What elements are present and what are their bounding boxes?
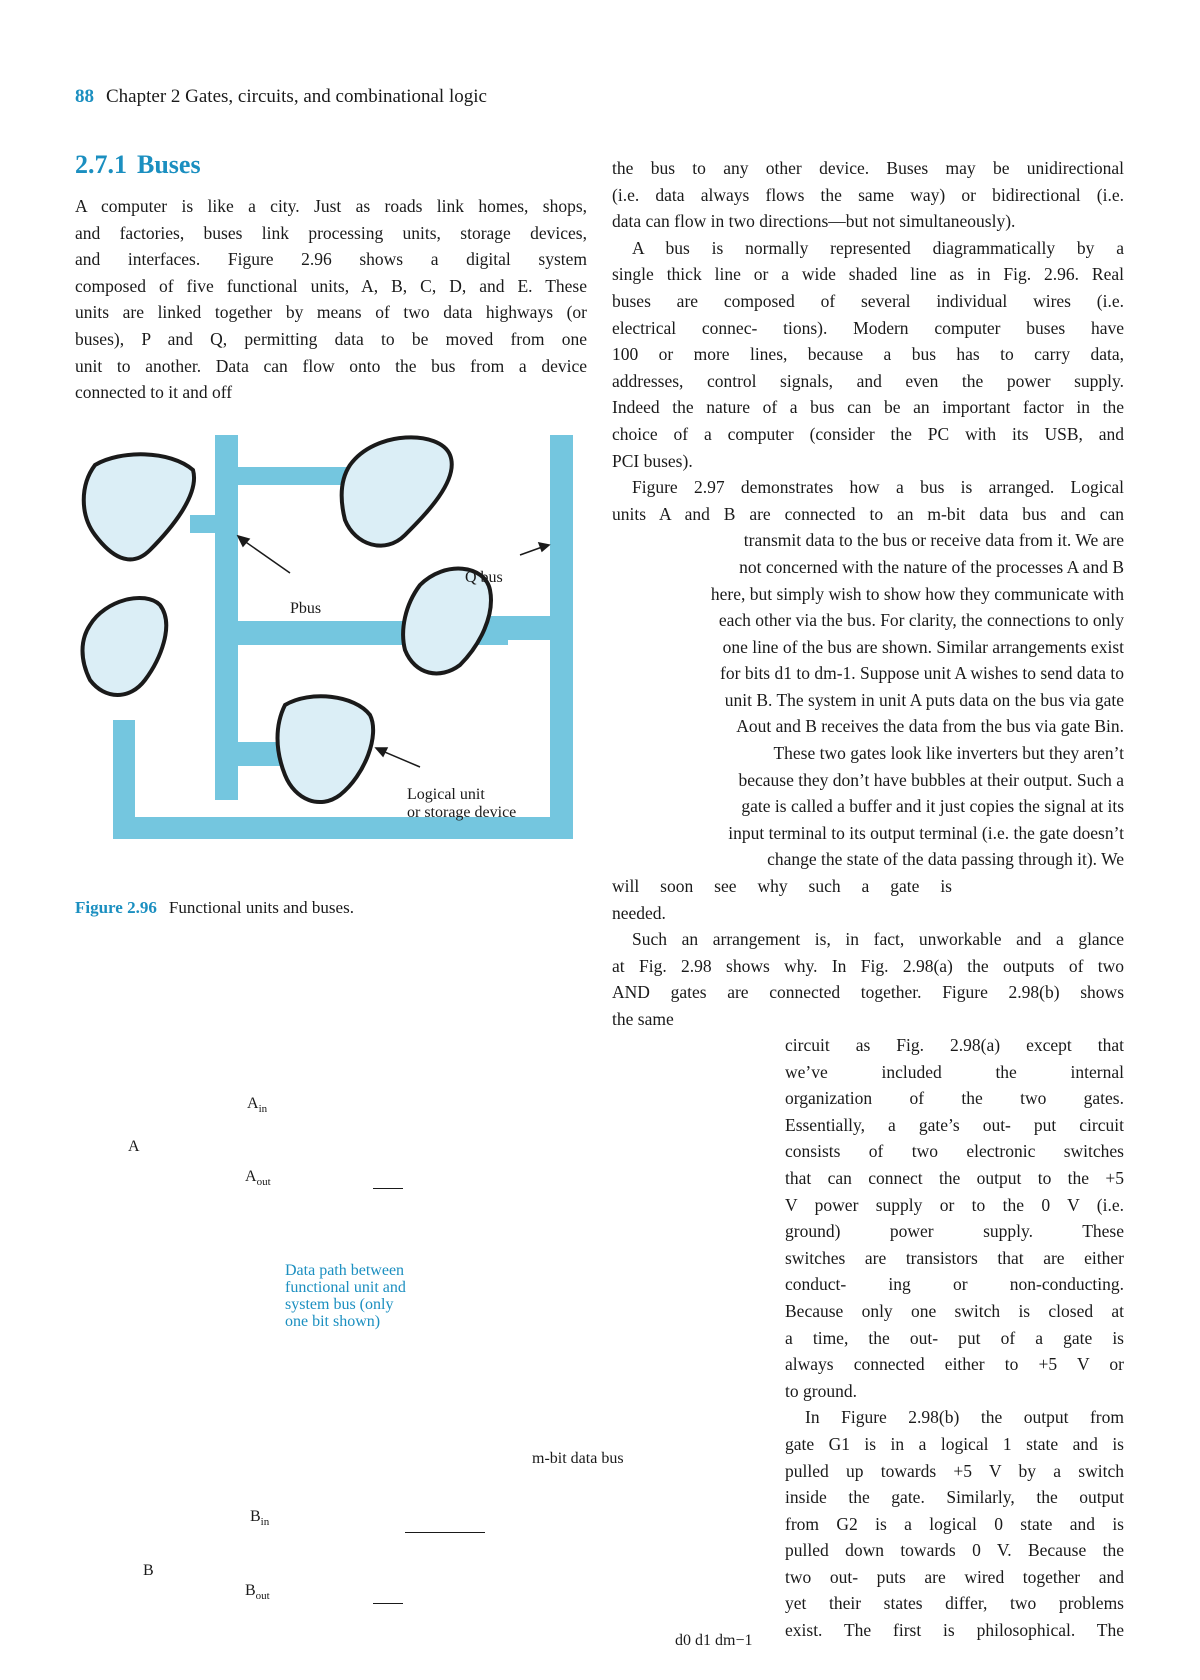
running-title: Chapter 2 Gates, circuits, and combinational logic	[106, 86, 487, 107]
page-number: 88	[75, 86, 94, 107]
text-line: organization of the two gates.	[785, 1088, 1124, 1109]
text-line: circuit as Fig. 2.98(a) except that	[785, 1035, 1124, 1055]
a-out-line	[373, 1188, 403, 1189]
text-line: PCI buses).	[612, 450, 693, 471]
running-header	[75, 86, 487, 108]
text-line: Essentially, a gate’s out- put circuit	[785, 1114, 1124, 1135]
text-line: one line of the bus are shown. Similar arrangements exist	[722, 636, 1124, 657]
text-line: transmit data to the bus or receive data from it. We are	[743, 530, 1124, 551]
a-in-label: $A_{in}$	[247, 1095, 268, 1116]
text-line: pulled up towards +5 V by a switch	[785, 1460, 1124, 1481]
text-line: a time, the out- put of a gate is	[785, 1327, 1124, 1348]
functional-units	[83, 437, 491, 802]
text-line: unit B. The system in unit A puts data on the bus via gate	[724, 689, 1124, 710]
text-line: V power supply or to the 0 V (i.e.	[785, 1194, 1124, 1215]
q-bus-arrowhead	[539, 543, 549, 551]
text-line: Aout and B receives the data from the bus via gate Bin.	[736, 716, 1124, 737]
text-line: data can flow in two directions—but not simultaneously).	[612, 211, 1016, 232]
logical-unit-label-line2: or storage device	[407, 804, 517, 821]
text-line: Because only one switch is closed at	[785, 1300, 1124, 1321]
text-line: ground) power supply. These	[785, 1221, 1124, 1242]
text-line: will soon see why such a gate is	[612, 876, 952, 897]
text-line: we’ve included the internal	[785, 1061, 1124, 1082]
text-line: AND gates are connected together. Figure 2.98(b) shows	[612, 982, 1124, 1003]
text-line: inside the gate. Similarly, the output	[785, 1487, 1124, 1508]
b-out-line	[373, 1603, 403, 1604]
unit-b-label: B	[143, 1562, 154, 1579]
text-line: exist. The first is philosophical. The	[785, 1620, 1124, 1641]
unit-a-label: A	[128, 1138, 140, 1155]
text-line: that can connect the output to the +5	[785, 1167, 1124, 1188]
text-line: at Fig. 2.98 shows why. In Fig. 2.98(a) the outputs of two	[612, 955, 1124, 976]
text-line: A computer is like a city. Just as roads link homes, shops,	[75, 196, 587, 216]
logical-unit-arrowhead	[376, 748, 387, 756]
text-line: choice of a computer (consider the PC with its USB, and	[612, 423, 1124, 444]
q-bus-vertical	[550, 435, 573, 835]
text-line: gate is called a buffer and it just copies the signal at its	[741, 796, 1124, 817]
text-line: These two gates look like inverters but they aren’t	[773, 743, 1124, 764]
text-line: yet their states differ, two problems	[785, 1593, 1124, 1614]
text-line: pulled down towards 0 V. Because the	[785, 1540, 1124, 1561]
text-line: and interfaces. Figure 2.96 shows a digital system	[75, 249, 587, 270]
q-bus-label: Q bus	[465, 569, 503, 586]
text-line: unit to another. Data can flow onto the bus from a device	[75, 355, 587, 376]
unit-bottom	[278, 696, 374, 802]
caption-text: Functional units and buses.	[168, 898, 354, 917]
figure-label: Figure 2.96	[75, 898, 157, 917]
unit-top-center	[342, 437, 452, 545]
a-out-label: $A_{out}$	[245, 1168, 271, 1189]
text-line: change the state of the data passing through it). We	[767, 849, 1124, 870]
text-line: gate G1 is in a logical 1 state and is	[785, 1433, 1124, 1454]
figure-2-96-caption	[75, 896, 395, 919]
text-line: Figure 2.97 demonstrates how a bus is arranged. Logical	[632, 477, 1124, 498]
left-paragraph	[75, 193, 587, 406]
text-line: conduct- ing or non-conducting.	[785, 1274, 1124, 1295]
text-line: from G2 is a logical 0 state and is	[785, 1513, 1124, 1534]
text-line: here, but simply wish to show how they communicate with	[710, 583, 1124, 604]
right-column-lower	[785, 1032, 1124, 1644]
logical-unit-arrow	[380, 750, 420, 767]
text-line: each other via the bus. For clarity, the connections to only	[718, 610, 1124, 631]
logical-unit-label-line1: Logical unit	[407, 786, 485, 803]
text-line: 100 or more lines, because a bus has to carry data,	[612, 344, 1124, 365]
text-line: units are linked together by means of two data highways (or	[75, 302, 587, 323]
text-line: not concerned with the nature of the processes A and B	[739, 556, 1124, 577]
text-line: connected to it and off	[75, 382, 233, 403]
unit-left-top	[84, 454, 194, 559]
text-line: needed.	[612, 902, 666, 923]
text-line: switches are transistors that are either	[785, 1247, 1124, 1268]
p-bus-arrow	[240, 538, 290, 573]
text-line: addresses, control signals, and even the power supply.	[612, 370, 1124, 391]
unit-left-bottom	[83, 598, 167, 695]
text-line: the bus to any other device. Buses may be unidirectional	[612, 158, 1124, 178]
text-line: units A and B are connected to an m-bit data bus and can	[612, 503, 1124, 524]
p-bus-label: Pbus	[290, 600, 322, 617]
text-line: and factories, buses link processing units, storage devices,	[75, 222, 587, 243]
p-bus-arrowhead	[238, 536, 249, 546]
text-line: In Figure 2.98(b) the output from	[805, 1407, 1124, 1428]
text-line: two out- puts are wired together and	[785, 1566, 1124, 1587]
data-bus-label: m-bit data bus	[532, 1450, 624, 1467]
right-column-upper	[612, 155, 1124, 1033]
b-out-label: $B_{out}$	[245, 1582, 270, 1603]
b-in-label: $B_{in}$	[250, 1508, 270, 1529]
text-line: buses are composed of several individual wires (i.e.	[612, 290, 1124, 311]
b-in-line	[405, 1532, 485, 1533]
text-line: single thick line or a wide shaded line as in Fig. 2.96. Real	[612, 264, 1124, 285]
text-line: Such an arrangement is, in fact, unworkable and a glance	[632, 929, 1124, 950]
section-heading	[75, 150, 201, 180]
text-line: for bits d1 to dm-1. Suppose unit A wishes to send data to	[720, 663, 1124, 684]
text-line: the same	[612, 1009, 674, 1029]
bus-left-drop	[113, 720, 135, 839]
data-path-note: Data path between functional unit and system bus (only one bit shown)	[285, 1262, 406, 1330]
text-line: (i.e. data always flows the same way) or bidirectional (i.e.	[612, 184, 1124, 205]
text-line: input terminal to its output terminal (i.e. the gate doesn’t	[728, 822, 1124, 843]
section-number: 2.7.1	[75, 150, 127, 179]
text-line: electrical connec- tions). Modern computer buses have	[612, 317, 1124, 338]
section-title: Buses	[137, 150, 201, 179]
text-line: consists of two electronic switches	[785, 1141, 1124, 1162]
p-bus-left-branch	[190, 515, 215, 533]
p-bus-vertical	[215, 435, 238, 800]
text-line: to ground.	[785, 1380, 857, 1401]
text-line: because they don’t have bubbles at their output. Such a	[738, 769, 1124, 790]
text-line: composed of five functional units, A, B, C, D, and E. These	[75, 275, 587, 296]
text-line: buses), P and Q, permitting data to be moved from one	[75, 328, 587, 349]
bits-label: d0 d1 dm−1	[675, 1632, 753, 1649]
text-line: always connected either to +5 V or	[785, 1354, 1124, 1375]
text-line: Indeed the nature of a bus can be an important factor in the	[612, 397, 1124, 418]
text-line: A bus is normally represented diagrammatically by a	[632, 237, 1124, 258]
figure-2-96-diagram	[75, 425, 585, 845]
